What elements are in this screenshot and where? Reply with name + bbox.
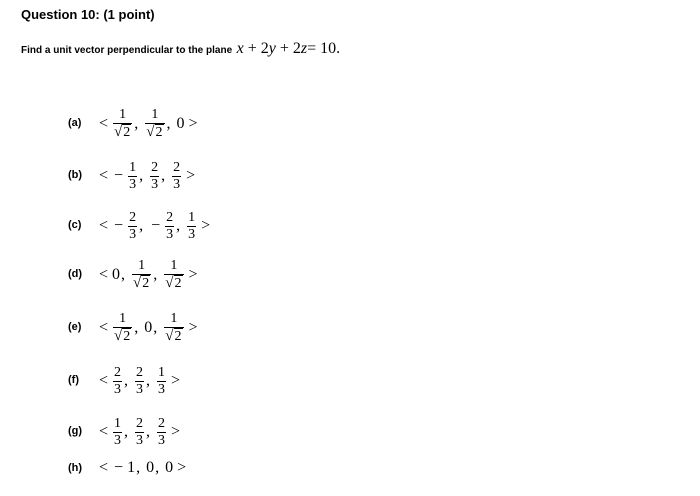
minus-sign: − [114, 217, 124, 234]
numerator: 1 [129, 159, 137, 175]
option-label: (d) [68, 268, 83, 280]
component: 1 [127, 459, 136, 476]
sqrt-expression [114, 124, 131, 140]
question-prompt [21, 40, 340, 58]
numerator: 1 [119, 107, 127, 122]
denominator: 3 [114, 381, 122, 397]
fraction [145, 107, 164, 141]
angle-open: < [99, 372, 109, 389]
comma: , [124, 372, 129, 389]
option-e-vector [96, 302, 201, 354]
fraction [172, 160, 181, 193]
numerator: 2 [114, 364, 122, 380]
fraction [165, 210, 174, 243]
numerator: 2 [136, 415, 144, 431]
fraction [113, 365, 122, 398]
sqrt-expression [165, 275, 182, 291]
eq-plus-1: + [247, 40, 257, 57]
fraction [113, 311, 132, 345]
sqrt-expression [146, 124, 163, 140]
radicand: 2 [123, 329, 131, 344]
angle-close: > [188, 319, 198, 336]
fraction [164, 258, 183, 292]
fraction [187, 210, 196, 243]
radicand: 2 [174, 276, 182, 291]
numerator: 1 [114, 415, 122, 431]
denominator: 3 [114, 432, 122, 448]
denominator: 3 [158, 381, 166, 397]
fraction [150, 160, 159, 193]
angle-close: > [171, 372, 181, 389]
denominator [164, 327, 183, 345]
angle-close: > [171, 423, 181, 440]
angle-close: > [188, 115, 198, 132]
question-title: Question 10: (1 point) [21, 7, 155, 22]
numerator: 2 [129, 209, 137, 225]
radicand: 2 [142, 276, 150, 291]
comma: , [153, 319, 158, 336]
comma: , [134, 319, 139, 336]
option-label: (g) [68, 425, 83, 437]
prompt-text: Find a unit vector perpendicular to the plane [21, 45, 233, 56]
option-label: (e) [68, 321, 82, 333]
sqrt-icon: √ [165, 275, 174, 291]
numerator: 1 [170, 311, 178, 326]
sqrt-icon: √ [114, 328, 123, 344]
comma: , [124, 423, 129, 440]
comma: , [146, 423, 151, 440]
angle-open: < [99, 167, 109, 184]
numerator: 1 [158, 364, 166, 380]
comma: , [176, 217, 181, 234]
option-label: (b) [68, 169, 83, 181]
comma: , [121, 266, 126, 283]
option-b-vector [96, 150, 198, 202]
denominator [145, 123, 164, 141]
fraction [164, 311, 183, 345]
eq-plus-2: + [279, 40, 289, 57]
component: 0 [144, 319, 153, 336]
angle-open: < [99, 217, 109, 234]
numerator: 1 [170, 258, 178, 273]
comma: , [155, 459, 160, 476]
sqrt-icon: √ [133, 275, 142, 291]
denominator [132, 274, 151, 292]
sqrt-expression [165, 328, 182, 344]
sqrt-icon: √ [165, 328, 174, 344]
denominator [113, 123, 132, 141]
denominator [113, 327, 132, 345]
comma: , [136, 459, 141, 476]
fraction [157, 365, 166, 398]
eq-rhs: 10 [320, 40, 337, 57]
fraction [128, 210, 137, 243]
fraction [132, 258, 151, 292]
component: 0 [165, 459, 174, 476]
denominator: 3 [151, 176, 159, 192]
denominator: 3 [129, 176, 137, 192]
radicand: 2 [155, 125, 163, 140]
fraction [135, 365, 144, 398]
denominator [164, 274, 183, 292]
numerator: 1 [151, 107, 159, 122]
numerator: 1 [138, 258, 146, 273]
denominator: 3 [188, 226, 196, 242]
eq-term-z: z [300, 40, 308, 57]
numerator: 2 [158, 415, 166, 431]
option-c-vector [96, 200, 213, 252]
comma: , [166, 115, 171, 132]
option-label: (a) [68, 117, 82, 129]
minus-sign: − [114, 459, 124, 476]
eq-coef-z: 2 [292, 40, 301, 57]
denominator: 3 [136, 381, 144, 397]
option-a-vector [96, 98, 201, 150]
comma: , [139, 217, 144, 234]
angle-close: > [186, 167, 196, 184]
minus-sign: − [114, 167, 124, 184]
angle-open: < [99, 459, 109, 476]
sqrt-expression [114, 328, 131, 344]
component: 0 [146, 459, 155, 476]
comma: , [139, 167, 144, 184]
denominator: 3 [158, 432, 166, 448]
numerator: 2 [166, 209, 174, 225]
eq-term-x: x [236, 40, 244, 57]
comma: , [161, 167, 166, 184]
plane-equation [237, 40, 341, 57]
component: 0 [176, 115, 185, 132]
numerator: 2 [151, 159, 159, 175]
radicand: 2 [123, 125, 131, 140]
angle-close: > [188, 266, 198, 283]
numerator: 1 [188, 209, 196, 225]
option-label: (f) [68, 374, 79, 386]
comma: , [153, 266, 158, 283]
numerator: 2 [136, 364, 144, 380]
angle-close: > [177, 459, 187, 476]
eq-equals: = [307, 40, 317, 57]
angle-open: < [99, 266, 109, 283]
eq-term-y: y [268, 40, 276, 57]
option-label: (c) [68, 219, 82, 231]
angle-open: < [99, 319, 109, 336]
component: 0 [112, 266, 121, 283]
sqrt-icon: √ [146, 124, 155, 140]
numerator: 2 [173, 159, 181, 175]
eq-coef-y: 2 [260, 40, 269, 57]
fraction [128, 160, 137, 193]
denominator: 3 [173, 176, 181, 192]
option-label: (h) [68, 462, 83, 474]
sqrt-icon: √ [114, 124, 123, 140]
fraction [113, 107, 132, 141]
comma: , [134, 115, 139, 132]
sqrt-expression [133, 275, 150, 291]
radicand: 2 [174, 329, 182, 344]
option-d-vector [96, 249, 201, 301]
denominator: 3 [166, 226, 174, 242]
option-f-vector [96, 355, 183, 407]
denominator: 3 [129, 226, 137, 242]
angle-close: > [201, 217, 211, 234]
minus-sign: − [151, 217, 161, 234]
angle-open: < [99, 423, 109, 440]
angle-open: < [99, 115, 109, 132]
numerator: 1 [119, 311, 127, 326]
comma: , [146, 372, 151, 389]
denominator: 3 [136, 432, 144, 448]
eq-period: . [336, 40, 341, 57]
